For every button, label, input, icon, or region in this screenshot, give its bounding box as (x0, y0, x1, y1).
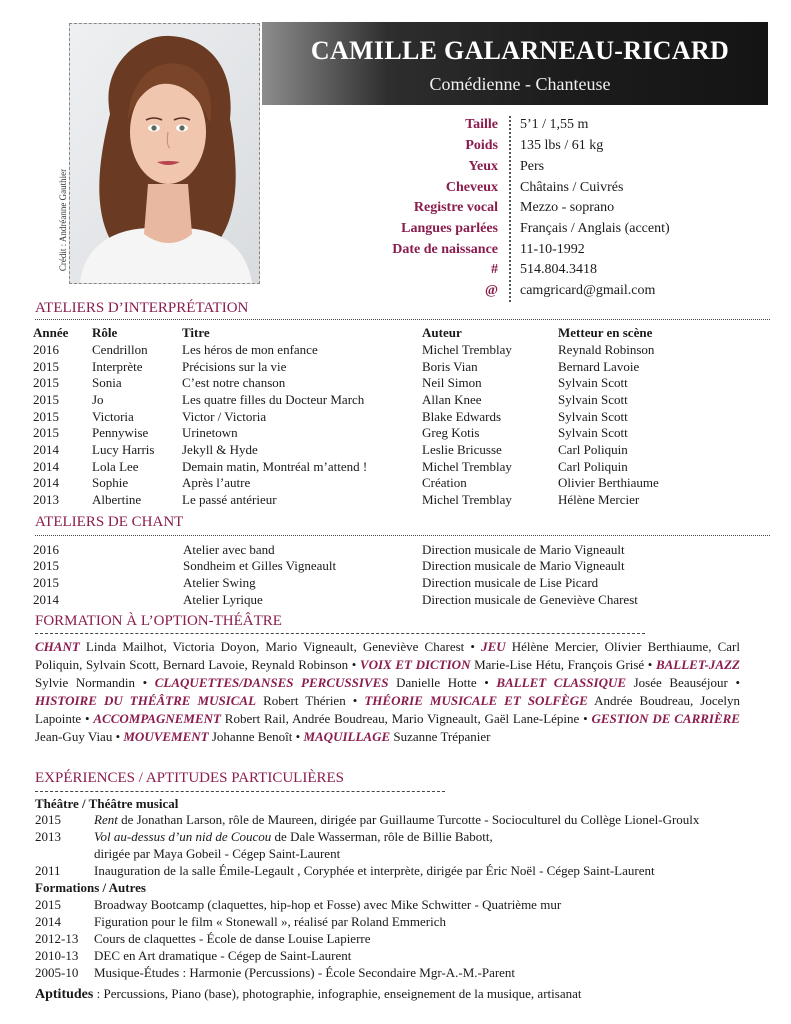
info-value: Pers (520, 159, 545, 174)
cell-year: 2014 (33, 442, 59, 457)
cell-role: Victoria (92, 409, 134, 424)
cell-title: Victor / Victoria (182, 409, 267, 424)
experience-year: 2015 (35, 897, 61, 912)
cell-author: Blake Edwards (422, 409, 502, 424)
cell-author: Boris Vian (422, 359, 478, 374)
cell-title: C’est notre chanson (182, 375, 286, 390)
cell-role: Lucy Harris (92, 442, 155, 457)
cell-title: Le passé antérieur (182, 492, 277, 507)
subsection-theatre: Théâtre / Théâtre musical (35, 796, 179, 811)
experience-detail: dirigée par Maya Gobeil - Cégep Saint-Laurent (94, 846, 341, 861)
info-row-height (300, 117, 760, 138)
experience-year: 2014 (35, 914, 61, 929)
cell-year: 2015 (33, 359, 59, 374)
experience-text: Cours de claquettes - École de danse Louise Lapierre (94, 931, 371, 946)
section-divider (35, 319, 770, 320)
info-row-languages (300, 221, 760, 242)
cell-author: Création (422, 475, 467, 490)
table-row (0, 542, 791, 559)
info-row-weight (300, 138, 760, 159)
formation-keyword: THÉORIE MUSICALE ET SOLFÈGE (364, 693, 588, 708)
col-role: Rôle (92, 325, 118, 340)
cell-author: Leslie Bricusse (422, 442, 502, 457)
info-value: 11-10-1992 (520, 242, 585, 257)
section-divider (35, 535, 770, 536)
formation-teachers: Danielle Hotte • (388, 675, 497, 690)
formation-keyword: JEU (481, 639, 506, 654)
candidate-subtitle: Comédienne - Chanteuse (429, 74, 611, 94)
col-year: Année (33, 325, 69, 340)
cell-year: 2015 (33, 425, 59, 440)
cell-director: Carl Poliquin (558, 442, 628, 457)
formation-teachers: Jean-Guy Viau • (35, 729, 124, 744)
table-row (0, 558, 791, 575)
experience-text: Broadway Bootcamp (claquettes, hip-hop et Fosse) avec Mike Schwitter - Quatrième mur (94, 897, 562, 912)
formation-teachers: Robert Thérien • (256, 693, 365, 708)
cell-year: 2016 (33, 342, 59, 357)
cell-director: Sylvain Scott (558, 375, 628, 390)
cell-year: 2015 (33, 575, 59, 590)
phone-icon: # (491, 262, 498, 277)
cell-director: Sylvain Scott (558, 425, 628, 440)
info-row-eyes (300, 159, 760, 180)
subsection-formations: Formations / Autres (35, 880, 146, 895)
portrait-illustration (70, 24, 259, 283)
formation-keyword: HISTOIRE DU THÉÂTRE MUSICAL (35, 693, 257, 708)
cell-director: Sylvain Scott (558, 392, 628, 407)
section-title-chant: ATELIERS DE CHANT (35, 514, 184, 530)
cell-direction: Direction musicale de Mario Vigneault (422, 542, 625, 557)
experience-detail: Inauguration de la salle Émile-Legault , Coryphée et interprète, dirigée par Éric Noël - Cégep Saint-Laurent (94, 863, 655, 878)
work-title: Vol au-dessus d’un nid de Coucou (94, 829, 272, 844)
formation-teachers: Hélène Mercier, Olivier Berthiaume, Carl Poliquin, Sylvain Scott, Bernard Lavoie, Reynald Robinson • (35, 639, 740, 672)
info-row-birthdate (300, 242, 760, 263)
cell-year: 2015 (33, 409, 59, 424)
email-icon: @ (484, 283, 498, 298)
formation-teachers: Josée Beauséjour • (626, 675, 740, 690)
info-row-hair (300, 180, 760, 201)
formation-keyword: VOIX ET DICTION (359, 657, 471, 672)
table-row (0, 342, 791, 359)
info-label: Registre vocal (413, 200, 498, 215)
formation-keyword: ACCOMPAGNEMENT (93, 711, 221, 726)
formation-keyword: CHANT (35, 639, 80, 654)
cell-year: 2015 (33, 375, 59, 390)
experience-year: 2010-13 (35, 948, 79, 963)
table-row (0, 392, 791, 409)
cell-title: Après l’autre (182, 475, 251, 490)
section-title-formation: FORMATION À L’OPTION-THÉÂTRE (35, 613, 282, 629)
formation-teachers: Suzanne Trépanier (390, 729, 491, 744)
cell-direction: Direction musicale de Lise Picard (422, 575, 599, 590)
info-value: Mezzo - soprano (520, 200, 615, 215)
aptitudes-label: Aptitudes (35, 987, 94, 1002)
section-title-interpretation: ATELIERS D’INTERPRÉTATION (35, 300, 249, 316)
cell-direction: Direction musicale de Mario Vigneault (422, 558, 625, 573)
formation-keyword: MOUVEMENT (123, 729, 209, 744)
experience-detail: de Jonathan Larson, rôle de Maureen, dirigée par Guillaume Turcotte - Socioculturel du Collège Lionel-Groulx (117, 812, 700, 827)
photo-credit: Crédit : Andréanne Gauthier (58, 168, 68, 272)
aptitudes-line (35, 986, 581, 1003)
table-row (0, 359, 791, 376)
info-label: Poids (465, 138, 498, 153)
cell-author: Michel Tremblay (422, 492, 512, 507)
candidate-name: CAMILLE GALARNEAU-RICARD (310, 36, 730, 65)
cell-year: 2015 (33, 392, 59, 407)
table-row (0, 475, 791, 492)
experience-year: 2011 (35, 863, 61, 878)
info-label: Taille (465, 117, 498, 132)
table-row (0, 459, 791, 476)
cell-title: Précisions sur la vie (182, 359, 287, 374)
cell-title: Les quatre filles du Docteur March (182, 392, 365, 407)
cell-director: Hélène Mercier (558, 492, 640, 507)
table-row (0, 592, 791, 609)
experience-year: 2012-13 (35, 931, 79, 946)
info-value: Français / Anglais (accent) (520, 221, 670, 236)
info-label: Cheveux (445, 180, 498, 195)
info-value: 135 lbs / 61 kg (520, 138, 604, 153)
cell-title: Sondheim et Gilles Vigneault (183, 558, 337, 573)
col-director: Metteur en scène (558, 325, 653, 340)
cell-role: Pennywise (92, 425, 149, 440)
formation-teachers: Andrée Boudreau, Jocelyn Lapointe • (35, 693, 740, 726)
aptitudes-separator: : (93, 986, 104, 1001)
section-title-experiences: EXPÉRIENCES / APTITUDES PARTICULIÈRES (35, 770, 344, 786)
cell-director: Olivier Berthiaume (558, 475, 659, 490)
cell-role: Lola Lee (92, 459, 139, 474)
cell-title: Les héros de mon enfance (182, 342, 318, 357)
work-title: Rent (94, 812, 118, 827)
formation-keyword: BALLET-JAZZ (655, 657, 740, 672)
experience-text: Musique-Études : Harmonie (Percussions) - École Secondaire Mgr-A.-M.-Parent (94, 965, 516, 980)
formation-keyword: MAQUILLAGE (303, 729, 391, 744)
section-divider (35, 633, 645, 634)
cell-author: Michel Tremblay (422, 459, 512, 474)
cell-title: Demain matin, Montréal m’attend ! (182, 459, 368, 474)
cell-role: Cendrillon (92, 342, 148, 357)
cell-director: Bernard Lavoie (558, 359, 640, 374)
info-label: Langues parlées (401, 221, 498, 236)
experience-text (94, 812, 699, 828)
formation-paragraph (35, 638, 740, 746)
phone-number[interactable]: 514.804.3418 (520, 262, 597, 277)
cell-director: Sylvain Scott (558, 409, 628, 424)
table-row (0, 442, 791, 459)
cell-author: Michel Tremblay (422, 342, 512, 357)
info-label: Yeux (468, 159, 498, 174)
aptitudes-list: Percussions, Piano (base), photographie, infographie, enseignement de la musique, artisanat (103, 986, 582, 1001)
table-row (0, 575, 791, 592)
cell-role: Sophie (92, 475, 129, 490)
info-row-email (300, 283, 760, 304)
formation-teachers: Robert Rail, Andrée Boudreau, Mario Vigneault, Gaël Lane-Lépine • (221, 711, 592, 726)
cell-author: Allan Knee (422, 392, 482, 407)
experience-year: 2013 (35, 829, 61, 844)
col-title: Titre (182, 325, 210, 340)
cell-year: 2014 (33, 459, 59, 474)
formation-teachers: Sylvie Normandin • (35, 675, 155, 690)
formation-teachers: Linda Mailhot, Victoria Doyon, Mario Vigneault, Geneviève Charest • (79, 639, 482, 654)
info-value: Châtains / Cuivrés (520, 180, 624, 195)
col-author: Auteur (422, 325, 462, 340)
cell-title: Atelier Swing (183, 575, 256, 590)
formation-keyword: GESTION DE CARRIÈRE (591, 711, 740, 726)
email-address[interactable]: camgricard@gmail.com (520, 283, 656, 298)
table-header (0, 325, 791, 342)
info-value: 5’1 / 1,55 m (520, 117, 589, 132)
formation-keyword: BALLET CLASSIQUE (496, 675, 627, 690)
cell-title: Urinetown (182, 425, 238, 440)
experience-text: DEC en Art dramatique - Cégep de Saint-Laurent (94, 948, 352, 963)
cell-direction: Direction musicale de Geneviève Charest (422, 592, 638, 607)
cell-year: 2013 (33, 492, 59, 507)
table-row (0, 492, 791, 509)
cell-year: 2014 (33, 592, 59, 607)
table-row (0, 425, 791, 442)
experience-text (94, 863, 655, 879)
cell-director: Carl Poliquin (558, 459, 628, 474)
info-row-vocal-range (300, 200, 760, 221)
info-label: Date de naissance (392, 242, 498, 257)
table-row (0, 409, 791, 426)
cell-role: Jo (92, 392, 104, 407)
info-row-phone (300, 262, 760, 283)
experience-year: 2005-10 (35, 965, 79, 980)
cell-author: Greg Kotis (422, 425, 480, 440)
cell-title: Jekyll & Hyde (182, 442, 258, 457)
cell-role: Albertine (92, 492, 142, 507)
cell-director: Reynald Robinson (558, 342, 655, 357)
experience-detail: de Dale Wasserman, rôle de Billie Babott, (271, 829, 493, 844)
experience-text (94, 829, 493, 845)
cell-year: 2015 (33, 558, 59, 573)
experience-year: 2015 (35, 812, 61, 827)
cell-year: 2016 (33, 542, 59, 557)
cell-role: Sonia (92, 375, 122, 390)
cell-title: Atelier Lyrique (183, 592, 263, 607)
cell-year: 2014 (33, 475, 59, 490)
table-row (0, 375, 791, 392)
formation-teachers: Marie-Lise Hétu, François Grisé • (470, 657, 656, 672)
portrait-photo (69, 23, 260, 284)
experience-text (94, 846, 340, 862)
cell-author: Neil Simon (422, 375, 482, 390)
formation-teachers: Johanne Benoît • (208, 729, 304, 744)
section-divider (35, 791, 445, 792)
experience-text: Figuration pour le film « Stonewall », réalisé par Roland Emmerich (94, 914, 447, 929)
cell-title: Atelier avec band (183, 542, 275, 557)
formation-keyword: CLAQUETTES/DANSES PERCUSSIVES (154, 675, 389, 690)
cell-role: Interprète (92, 359, 143, 374)
